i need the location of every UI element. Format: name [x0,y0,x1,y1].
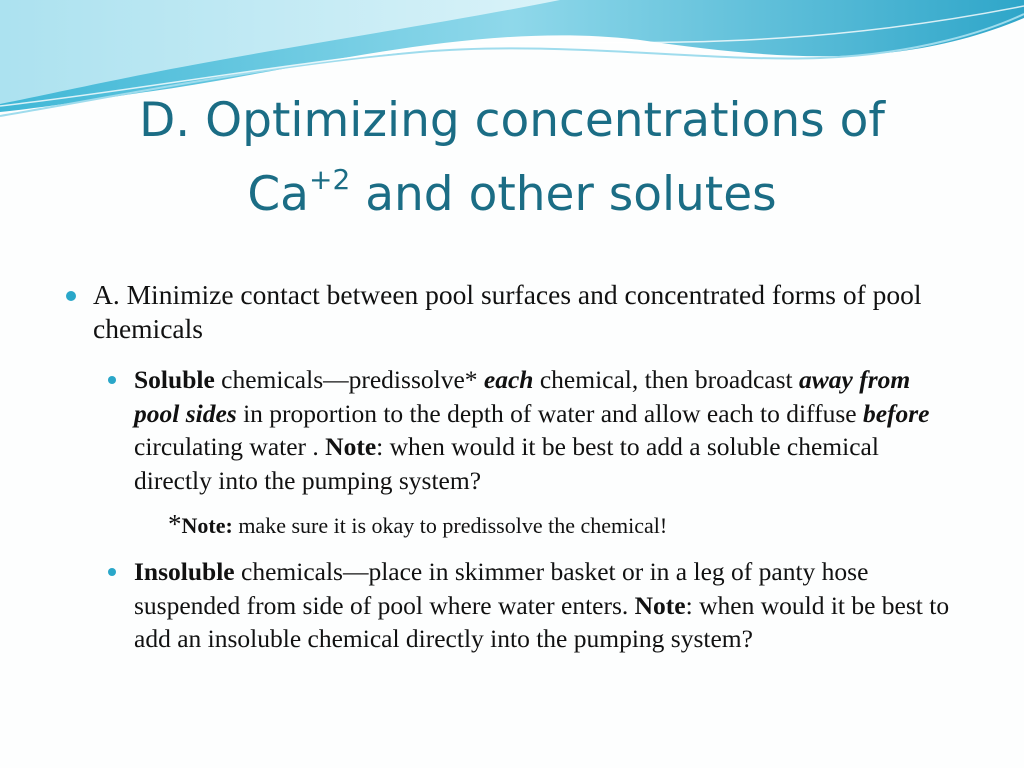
bullet-a-text: A. Minimize contact between pool surfaces and concentrated forms of pool chemicals [93,279,922,344]
bullet-dot-icon [108,376,116,384]
insoluble-text-1: chemicals—place in skimmer basket or in a leg of panty hose suspended from side of pool where water enters. [134,557,869,620]
slide-title [0,84,1024,232]
soluble-text-4: circulating water . [134,432,326,461]
bullet-dot-icon [108,568,116,576]
soluble-emphasis-each: each [483,365,534,394]
insoluble-note-text: : when would it be best to add an insoluble chemical directly into the pumping system? [134,590,950,653]
title-line-2-rest: and other solutes [350,167,777,222]
insoluble-note-label: Note [634,590,686,620]
soluble-text-2: chemical, then broadcast [533,365,799,394]
soluble-text-3: in proportion to the depth of water and allow each to diffuse [236,398,863,428]
bullet-dot-icon [66,291,76,301]
soluble-note-text: : when would it be best to add a soluble chemical directly into the pumping system? [134,432,879,495]
title-line-1: D. Optimizing concentrations of [139,93,885,148]
bullet-a [60,278,960,346]
soluble-term: Soluble [134,365,215,394]
soluble-text-1: chemicals—predissolve* [214,365,484,394]
title-charge-superscript: +2 [308,163,351,197]
footnote-label: Note: [181,513,233,538]
title-chem-symbol: Ca [247,167,309,222]
sub-bullet-insoluble [60,555,960,656]
footnote-text: make sure it is okay to predissolve the chemical! [232,513,668,538]
insoluble-term: Insoluble [134,557,235,586]
soluble-emphasis-before: before [862,398,930,428]
soluble-emphasis-away: away from pool sides [134,365,911,428]
soluble-note-label: Note [325,432,377,461]
footnote-predissolve [168,509,960,541]
slide-body [60,278,960,656]
sub-bullet-soluble [60,363,960,497]
footnote-star: * [168,509,182,539]
